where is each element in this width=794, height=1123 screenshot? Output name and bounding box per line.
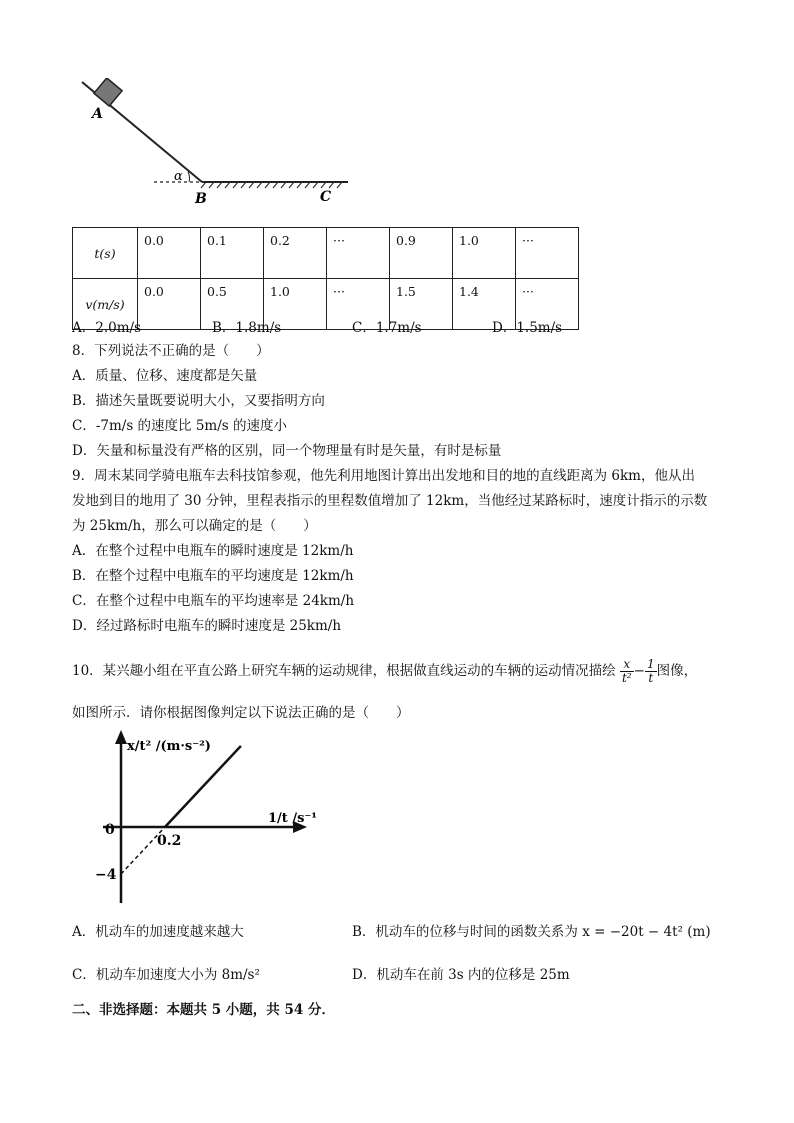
frac-1-over-t: $\frac{1}{t}$ (646, 657, 655, 685)
table-row (73, 228, 579, 279)
q10-option-a: A．机动车的加速度越来越大 (72, 924, 244, 940)
q9-option-a: A．在整个过程中电瓶车的瞬时速度是 12km/h (72, 543, 354, 559)
table-cell: 0.0 (138, 228, 201, 279)
q10-stem-part2: 图像， (656, 663, 698, 679)
v-header: v(m/s) (73, 279, 138, 330)
table-cell: ··· (516, 228, 579, 279)
velocity-table (72, 227, 579, 330)
x-tick-label: 0.2 (157, 833, 182, 849)
label-alpha: α (174, 169, 183, 184)
table-cell: 1.0 (453, 228, 516, 279)
q10-stem (72, 654, 697, 688)
q7-option-d: D．1.5m/s (492, 320, 563, 336)
q9-option-c: C．在整个过程中电瓶车的平均速率是 24km/h (72, 593, 355, 609)
frac-x-over-t2: $\frac{x}{\text{t²}}$ (621, 657, 632, 685)
q8-option-b: B．描述矢量既要说明大小，又要指明方向 (72, 393, 325, 409)
table-cell: 0.5 (201, 279, 264, 330)
q9-option-b: B．在整个过程中电瓶车的平均速度是 12km/h (72, 568, 354, 584)
q10-stem-line2: 如图所示．请你根据图像判定以下说法正确的是（ ） (72, 705, 410, 721)
origin-label: 0 (105, 822, 115, 838)
q7-option-a: A．2.0m/s (72, 320, 141, 336)
y-tick-label: −4 (95, 867, 117, 883)
label-c: C (320, 189, 332, 205)
q8-option-a: A．质量、位移、速度都是矢量 (72, 368, 258, 384)
q10-option-c: C．机动车加速度大小为 8m/s² (72, 967, 260, 983)
q7-option-b: B．1.8m/s (212, 320, 282, 336)
table-cell: 1.0 (264, 279, 327, 330)
q8-option-d: D．矢量和标量没有严格的区别，同一个物理量有时是矢量，有时是标量 (72, 443, 502, 459)
table-cell: ··· (327, 279, 390, 330)
label-b: B (195, 191, 207, 207)
q9-option-d: D．经过路标时电瓶车的瞬时速度是 25km/h (72, 618, 342, 634)
q8-stem: 8．下列说法不正确的是（ ） (72, 343, 270, 359)
q9-stem-line: 发地到目的地用了 30 分钟，里程表指示的里程数值增加了 12km，当他经过某路标时，速度计指示的示数 (72, 493, 708, 509)
table-cell: 0.0 (138, 279, 201, 330)
table-cell: ··· (516, 279, 579, 330)
block-a (94, 78, 122, 106)
table-cell: 0.9 (390, 228, 453, 279)
y-axis-arrow-icon (115, 730, 127, 744)
q10-dash: − (633, 663, 645, 679)
table-cell: 0.2 (264, 228, 327, 279)
y-axis-label: x/t² /(m·s⁻²) (127, 739, 211, 754)
t-header: t(s) (73, 228, 138, 279)
q10-stem-part1: 10．某兴趣小组在平直公路上研究车辆的运动规律，根据做直线运动的车辆的运动情况描绘 (72, 663, 616, 679)
q8-option-c: C．-7m/s 的速度比 5m/s 的速度小 (72, 418, 287, 434)
q9-stem-line: 为 25km/h，那么可以确定的是（ ） (72, 518, 317, 534)
line-measured (165, 746, 241, 827)
x-axis-label: 1/t /s⁻¹ (268, 811, 317, 826)
table-cell: ··· (327, 228, 390, 279)
q7-options (72, 316, 672, 336)
q10-graph (95, 728, 335, 908)
incline-figure (78, 78, 358, 208)
q10-option-d: D．机动车在前 3s 内的位移是 25m (352, 967, 570, 983)
section-heading: 二、非选择题：本题共 5 小题，共 54 分． (72, 1002, 335, 1018)
table-cell: 1.4 (453, 279, 516, 330)
q7-option-c: C．1.7m/s (352, 320, 422, 336)
table-cell: 1.5 (390, 279, 453, 330)
q10-option-b: B．机动车的位移与时间的函数关系为 x = −20t − 4t² (m) (352, 924, 711, 940)
q9-stem-line: 9．周末某同学骑电瓶车去科技馆参观，他先利用地图计算出出发地和目的地的直线距离为 6km，他从出 (72, 468, 695, 484)
table-cell: 0.1 (201, 228, 264, 279)
label-a: A (92, 106, 103, 122)
